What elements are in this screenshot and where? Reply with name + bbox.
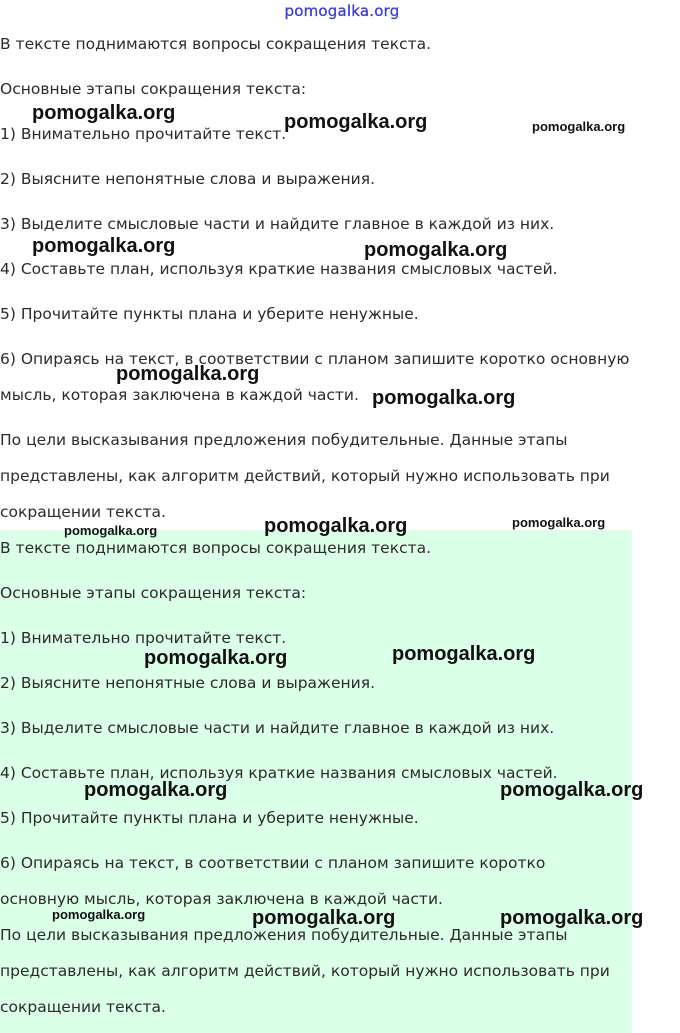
site-watermark: pomogalka.org [284, 2, 400, 20]
watermark: pomogalka.org [84, 779, 228, 801]
text-line: 6) Опираясь на текст, в соответствии с планом запишите коротко основную [0, 350, 630, 368]
text-line: 2) Выясните непонятные слова и выражения. [0, 674, 376, 692]
text-line: 1) Внимательно прочитайте текст. [0, 629, 287, 647]
text-line: Основные этапы сокращения текста: [0, 584, 307, 602]
text-line: Основные этапы сокращения текста: [0, 80, 307, 98]
text-line: сокращении текста. [0, 503, 166, 521]
text-line: 4) Составьте план, используя краткие названия смысловых частей. [0, 260, 558, 278]
watermark: pomogalka.org [284, 111, 428, 133]
text-line: 3) Выделите смысловые части и найдите главное в каждой из них. [0, 719, 555, 737]
text-line: 2) Выясните непонятные слова и выражения. [0, 170, 376, 188]
text-line: По цели высказывания предложения побудительные. Данные этапы [0, 431, 568, 449]
text-line: представлены, как алгоритм действий, который нужно использовать при [0, 467, 610, 485]
text-line: 3) Выделите смысловые части и найдите главное в каждой из них. [0, 215, 555, 233]
watermark: pomogalka.org [264, 515, 408, 537]
watermark: pomogalka.org [392, 643, 536, 665]
text-line: 5) Прочитайте пункты плана и уберите ненужные. [0, 305, 419, 323]
watermark: pomogalka.org [64, 523, 158, 538]
text-line: В тексте поднимаются вопросы сокращения текста. [0, 539, 432, 557]
watermark: pomogalka.org [32, 102, 176, 124]
text-line: 5) Прочитайте пункты плана и уберите ненужные. [0, 809, 419, 827]
watermark: pomogalka.org [252, 907, 396, 929]
text-line: По цели высказывания предложения побудительные. Данные этапы [0, 926, 568, 944]
watermark: pomogalka.org [32, 235, 176, 257]
text-line: основную мысль, которая заключена в каждой части. [0, 890, 443, 908]
text-line: мысль, которая заключена в каждой части. [0, 386, 359, 404]
watermark: pomogalka.org [144, 647, 288, 669]
text-line: 4) Составьте план, используя краткие названия смысловых частей. [0, 764, 558, 782]
text-line: В тексте поднимаются вопросы сокращения текста. [0, 35, 432, 53]
text-line: 1) Внимательно прочитайте текст. [0, 125, 287, 143]
watermark: pomogalka.org [532, 119, 626, 134]
watermark: pomogalka.org [116, 363, 260, 385]
text-line: 6) Опираясь на текст, в соответствии с планом запишите коротко [0, 854, 546, 872]
watermark: pomogalka.org [364, 239, 508, 261]
text-line: представлены, как алгоритм действий, который нужно использовать при [0, 962, 610, 980]
watermark: pomogalka.org [372, 387, 516, 409]
watermark: pomogalka.org [52, 907, 146, 922]
watermark: pomogalka.org [500, 779, 644, 801]
watermark: pomogalka.org [512, 515, 606, 530]
text-line: сокращении текста. [0, 998, 166, 1016]
watermark: pomogalka.org [500, 907, 644, 929]
